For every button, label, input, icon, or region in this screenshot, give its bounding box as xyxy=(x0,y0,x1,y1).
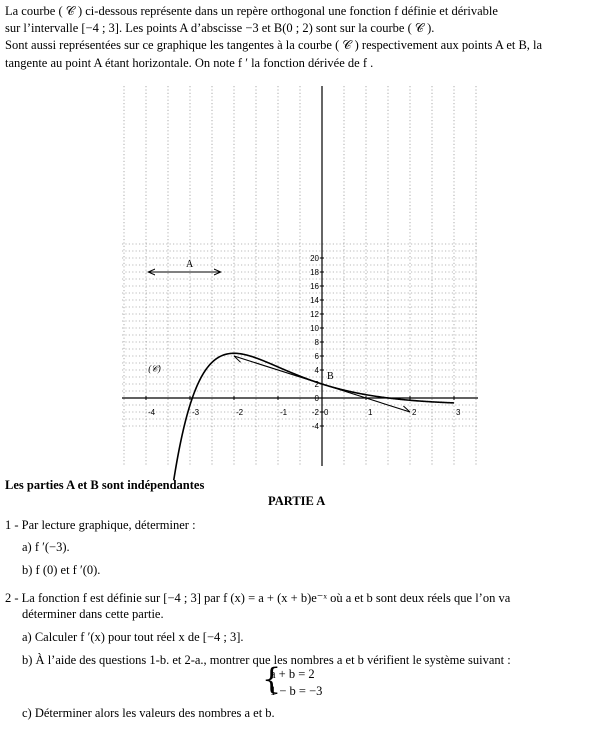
y-tick-label: 20 xyxy=(310,254,319,263)
x-tick-label: 2 xyxy=(412,408,417,417)
curves xyxy=(146,272,454,480)
question-2a: a) Calculer f ′(x) pour tout réel x de [−4 ; 3]. xyxy=(22,630,244,644)
equation-system xyxy=(262,662,323,700)
y-tick-label: -2 xyxy=(311,408,319,417)
system-equation-2: 1 − b = −3 xyxy=(270,684,323,698)
point-b-label: B xyxy=(327,371,334,382)
question-1a: a) f ′(−3). xyxy=(22,540,70,554)
curve-label: (𝒞) xyxy=(148,363,161,374)
question-1: 1 - Par lecture graphique, déterminer : xyxy=(5,518,196,532)
part-a-title: PARTIE A xyxy=(268,494,326,508)
y-tick-label: 0 xyxy=(314,394,319,403)
x-tick-label: -3 xyxy=(192,408,200,417)
y-tick-label: 4 xyxy=(314,366,319,375)
point-a-label: A xyxy=(186,259,194,270)
x-tick-label: 1 xyxy=(368,408,373,417)
x-tick-label: -2 xyxy=(236,408,244,417)
intro-line-4: tangente au point A étant horizontale. On note f ′ la fonction dérivée de f . xyxy=(5,56,374,70)
y-tick-label: 6 xyxy=(314,352,319,361)
y-tick-label: 10 xyxy=(310,324,319,333)
x-tick-label: -4 xyxy=(148,408,156,417)
question-2c: c) Déterminer alors les valeurs des nombres a et b. xyxy=(22,706,275,720)
x-tick-label: -1 xyxy=(280,408,288,417)
intro-line-3: Sont aussi représentées sur ce graphique les tangentes à la courbe ( 𝒞 ) respectivement aux points A et B, la xyxy=(5,38,543,52)
system-equation-1: a + b = 2 xyxy=(270,667,315,681)
intro-line-2: sur l’intervalle [−4 ; 3]. Les points A d’abscisse −3 et B(0 ; 2) sont sur la courbe ( 𝒞 ). xyxy=(5,21,435,35)
y-tick-label: 14 xyxy=(310,296,319,305)
grid xyxy=(122,86,478,466)
y-tick-label: 8 xyxy=(314,338,319,347)
x-tick-label: 3 xyxy=(456,408,461,417)
question-2: 2 - La fonction f est définie sur [−4 ; 3] par f (x) = a + (x + b)e⁻ˣ où a et b sont deux réels que l’on va xyxy=(5,591,511,605)
x-tick-label: 0 xyxy=(324,408,329,417)
y-tick-label: 16 xyxy=(310,282,319,291)
intro-line-1: La courbe ( 𝒞 ) ci-dessous représente dans un repère orthogonal une fonction f définie et dérivable xyxy=(5,4,498,18)
y-tick-label: 18 xyxy=(310,268,319,277)
system-brace: { xyxy=(262,662,282,697)
point-labels xyxy=(148,259,334,382)
parts-note: Les parties A et B sont indépendantes xyxy=(5,478,205,492)
question-2-line2: déterminer dans cette partie. xyxy=(22,607,164,621)
y-tick-label: -4 xyxy=(311,422,319,431)
tick-labels xyxy=(146,254,461,431)
question-2b: b) À l’aide des questions 1-b. et 2-a., montrer que les nombres a et b vérifient le système suivant : xyxy=(22,653,511,667)
y-tick-label: 2 xyxy=(314,380,319,389)
question-1b: b) f (0) et f ′(0). xyxy=(22,563,101,577)
y-tick-label: 12 xyxy=(310,310,319,319)
